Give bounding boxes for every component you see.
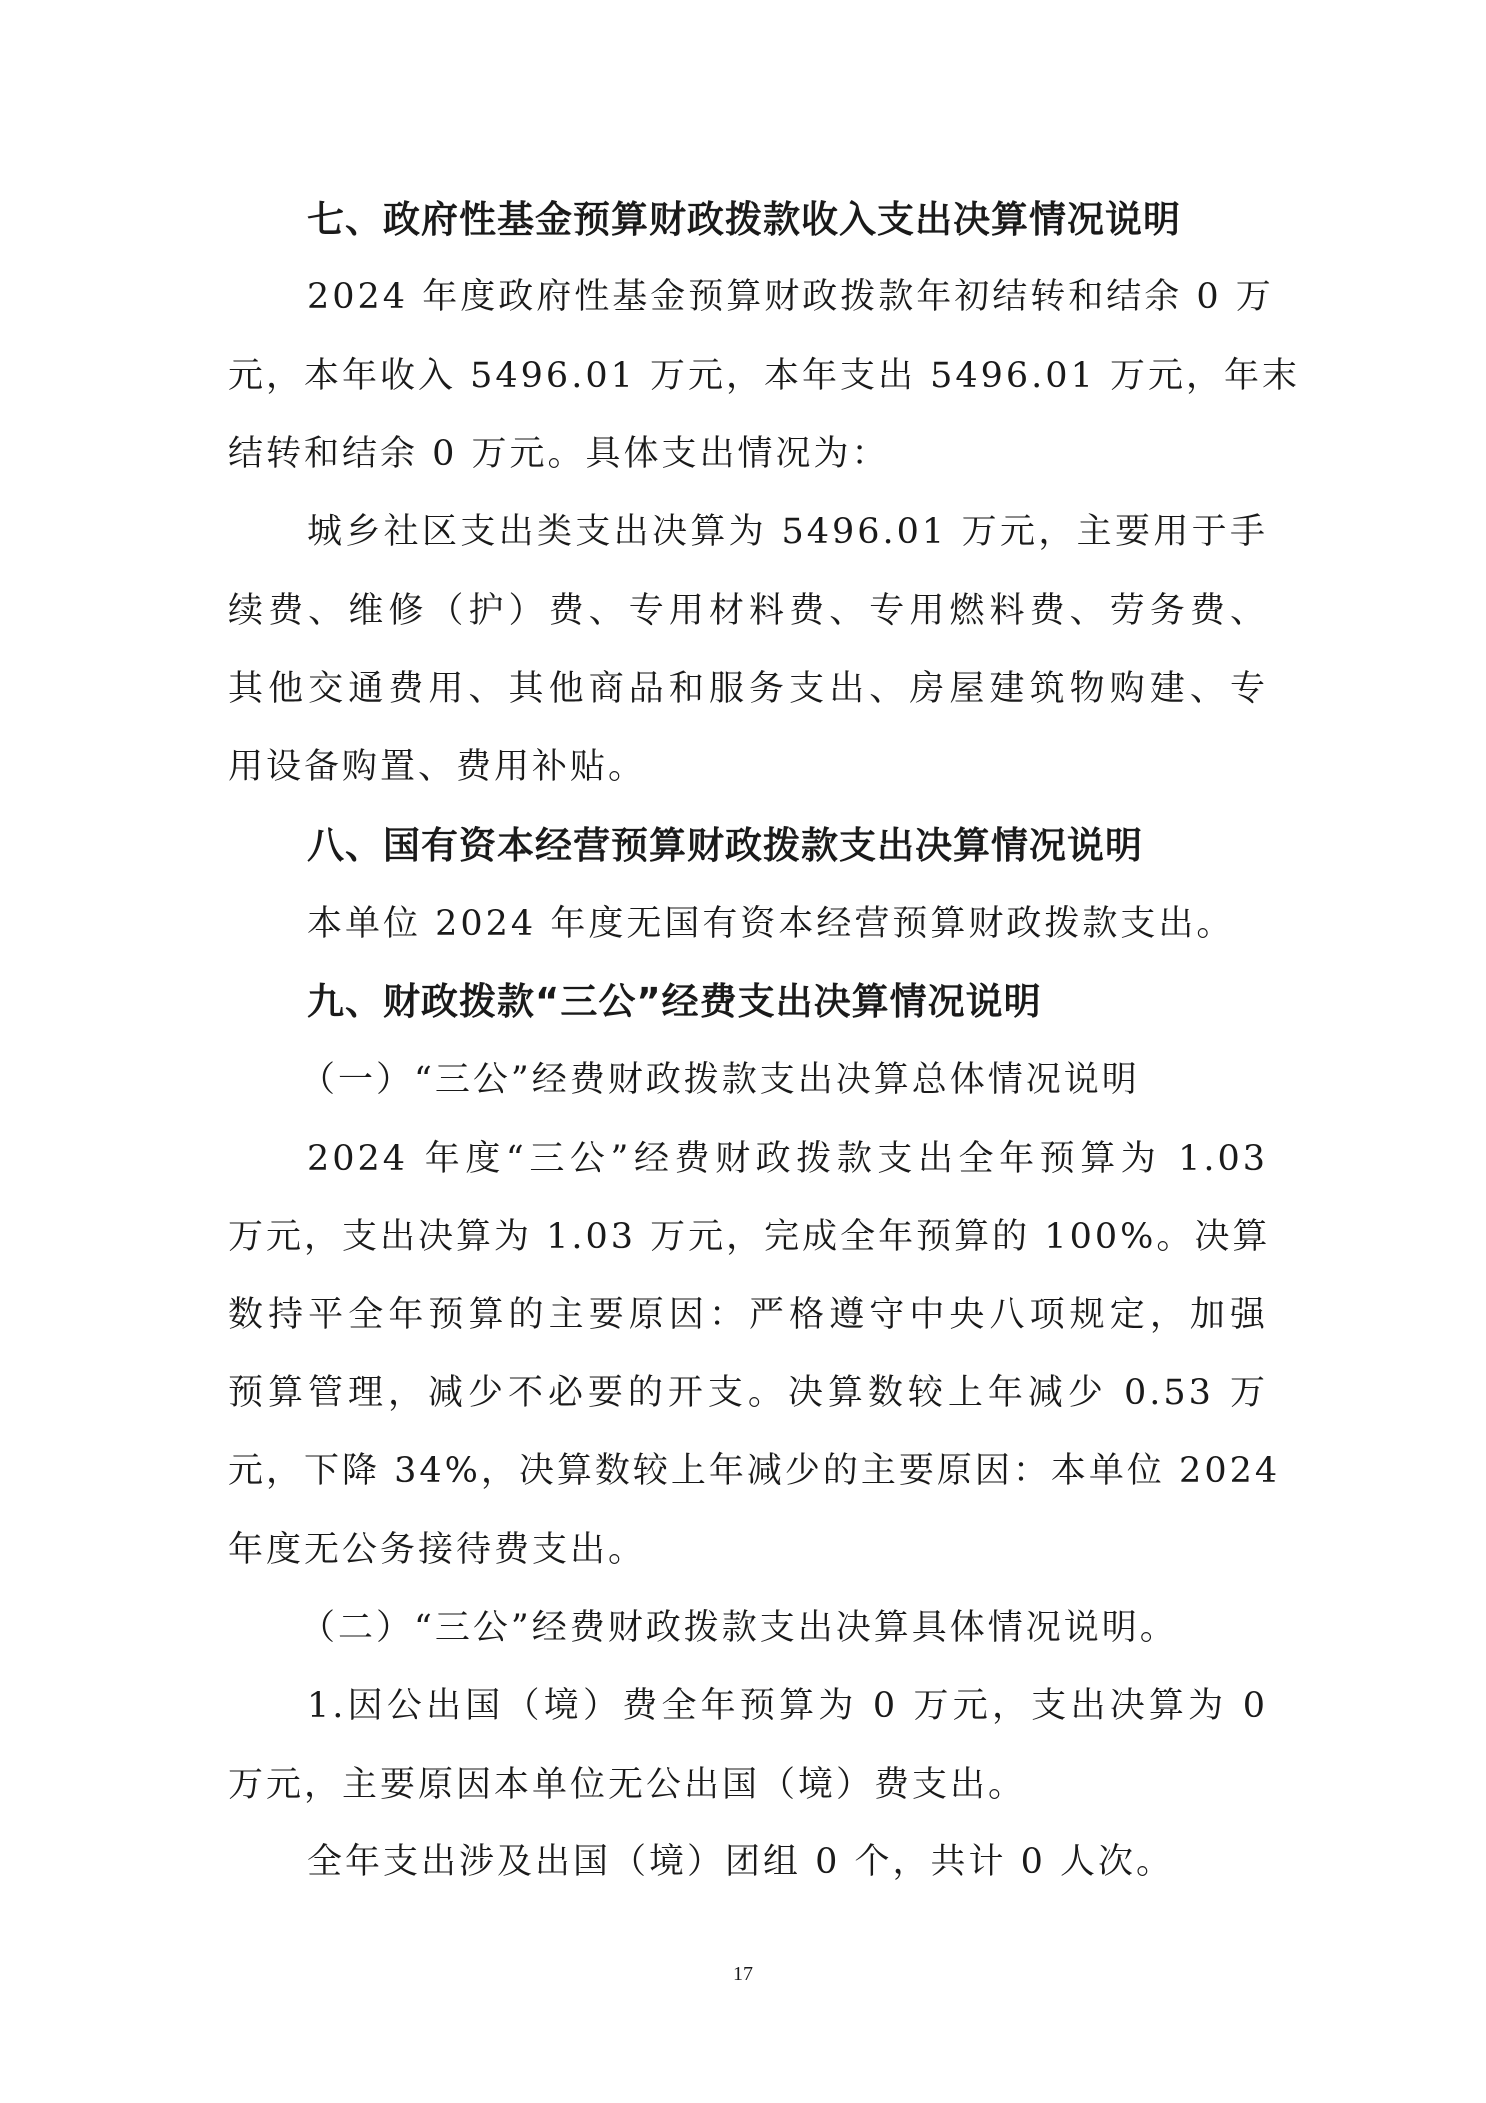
section-9-subsection-2-title: （二）“三公”经费财政拨款支出决算具体情况说明。 bbox=[300, 1608, 1178, 1648]
section-7-paragraph-2-line-4: 用设备购置、费用补贴。 bbox=[228, 747, 647, 787]
section-9-subsection-1-title: （一）“三公”经费财政拨款支出决算总体情况说明 bbox=[300, 1060, 1140, 1100]
section-7-paragraph-2-line-1: 城乡社区支出类支出决算为 5496.01 万元，主要用于手 bbox=[307, 512, 1268, 552]
section-7-paragraph-2-line-3: 其他交通费用、其他商品和服务支出、房屋建筑物购建、专 bbox=[228, 669, 1268, 709]
section-9-subsection-1-line-3: 数持平全年预算的主要原因：严格遵守中央八项规定，加强 bbox=[228, 1295, 1268, 1335]
section-8-paragraph: 本单位 2024 年度无国有资本经营预算财政拨款支出。 bbox=[307, 904, 1235, 944]
section-9-subsection-1-line-4: 预算管理，减少不必要的开支。决算数较上年减少 0.53 万 bbox=[228, 1373, 1268, 1413]
section-9-subsection-1-line-2: 万元，支出决算为 1.03 万元，完成全年预算的 100%。决算 bbox=[228, 1217, 1271, 1257]
section-7-heading: 七、政府性基金预算财政拨款收入支出决算情况说明 bbox=[307, 198, 1181, 241]
section-9-item-1-line-1: 1.因公出国（境）费全年预算为 0 万元，支出决算为 0 bbox=[307, 1686, 1268, 1726]
section-9-subsection-1-line-1: 2024 年度“三公”经费财政拨款支出全年预算为 1.03 bbox=[307, 1139, 1268, 1179]
section-9-item-1-line-2: 万元，主要原因本单位无公出国（境）费支出。 bbox=[228, 1765, 1027, 1805]
section-9-subsection-1-line-6: 年度无公务接待费支出。 bbox=[228, 1530, 647, 1570]
section-7-paragraph-2-line-2: 续费、维修（护）费、专用材料费、专用燃料费、劳务费、 bbox=[228, 591, 1268, 631]
section-7-paragraph-1-line-2: 元，本年收入 5496.01 万元，本年支出 5496.01 万元，年末 bbox=[228, 356, 1300, 396]
section-9-item-1-extra: 全年支出涉及出国（境）团组 0 个，共计 0 人次。 bbox=[307, 1842, 1175, 1882]
section-7-paragraph-1-line-1: 2024 年度政府性基金预算财政拨款年初结转和结余 0 万 bbox=[307, 277, 1274, 317]
section-8-heading: 八、国有资本经营预算财政拨款支出决算情况说明 bbox=[307, 824, 1143, 867]
section-9-subsection-1-line-5: 元，下降 34%，决算数较上年减少的主要原因：本单位 2024 bbox=[228, 1451, 1281, 1491]
section-9-heading: 九、财政拨款“三公”经费支出决算情况说明 bbox=[307, 980, 1042, 1023]
page-number: 17 bbox=[733, 1963, 753, 1985]
section-7-paragraph-1-line-3: 结转和结余 0 万元。具体支出情况为： bbox=[228, 434, 890, 474]
